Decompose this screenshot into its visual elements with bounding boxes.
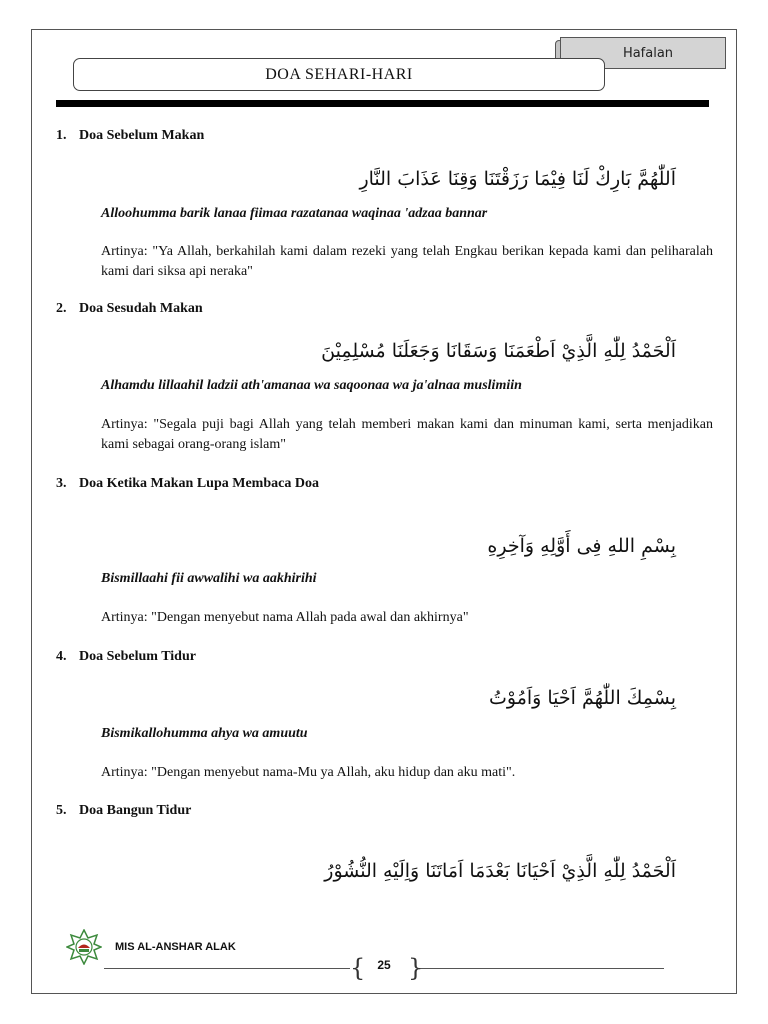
item-title: Doa Bangun Tidur [79,803,192,818]
transliteration-1: Alloohumma barik lanaa fiimaa razatanaa waqinaa 'adzaa bannar [101,206,488,221]
item-title: Doa Ketika Makan Lupa Membaca Doa [79,476,319,491]
item-number: 2. [56,301,67,316]
item-title: Doa Sebelum Tidur [79,649,196,664]
arabic-prayer-4: بِسْمِكَ اللّٰهُمَّ اَحْيَا وَاَمُوْتُ [489,687,676,709]
item-heading-4 [56,649,196,665]
section-tag-label: Hafalan [622,45,674,61]
meaning-2: Artinya: "Segala puji bagi Allah yang telah memberi makan kami dan minuman kami, serta menjadikan kami sebagai orang-orang islam" [101,417,713,452]
transliteration-4: Bismikallohumma ahya wa amuutu [101,726,308,741]
meaning-3: Artinya: "Dengan menyebut nama Allah pada awal dan akhirnya" [101,610,469,625]
arabic-prayer-3: بِسْمِ اللهِ فِى أَوَّلِهِ وَآخِرِهِ [487,535,676,557]
item-number: 3. [56,476,67,491]
item-number: 5. [56,803,67,818]
right-brace-decoration: } [408,954,424,982]
arabic-prayer-1: اَللّٰهُمَّ بَارِكْ لَنَا فِيْمَا رَزَقْتَنَا وَقِنَا عَذَابَ النَّارِ [359,168,676,190]
page-number: 25 [377,958,391,972]
page-title-box [73,58,605,91]
item-heading-3 [56,476,319,492]
meaning-4: Artinya: "Dengan menyebut nama-Mu ya Allah, aku hidup dan aku mati". [101,765,516,780]
title-divider [56,100,709,107]
school-name: MIS AL-ANSHAR ALAK [115,941,236,953]
transliteration-3: Bismillaahi fii awwalihi wa aakhirihi [101,571,317,586]
item-heading-2 [56,301,203,317]
school-emblem-icon [66,929,102,965]
transliteration-2: Alhamdu lillaahil ladzii ath'amanaa wa saqoonaa wa ja'alnaa muslimiin [101,378,522,393]
footer-divider-right [418,968,664,969]
item-title: Doa Sebelum Makan [79,128,205,143]
item-heading-5 [56,803,191,819]
footer-divider-left [104,968,350,969]
meaning-1: Artinya: "Ya Allah, berkahilah kami dalam rezeki yang telah Engkau berikan kepada kami dan peliharalah kami dari siksa api neraka" [101,244,713,279]
item-heading-1 [56,128,204,144]
item-number: 4. [56,649,67,664]
page-title: DOA SEHARI-HARI [265,65,413,83]
item-number: 1. [56,128,67,143]
arabic-prayer-5: اَلْحَمْدُ لِلّٰهِ الَّذِيْ اَحْيَانَا بَعْدَمَا اَمَاتَنَا وَاِلَيْهِ النُّشُوْرُ [324,860,676,882]
arabic-prayer-2: اَلْحَمْدُ لِلّٰهِ الَّذِيْ اَطْعَمَنَا وَسَقَانَا وَجَعَلَنَا مُسْلِمِيْنَ [321,340,676,362]
item-title: Doa Sesudah Makan [79,301,203,316]
left-brace-decoration: { [350,954,366,982]
